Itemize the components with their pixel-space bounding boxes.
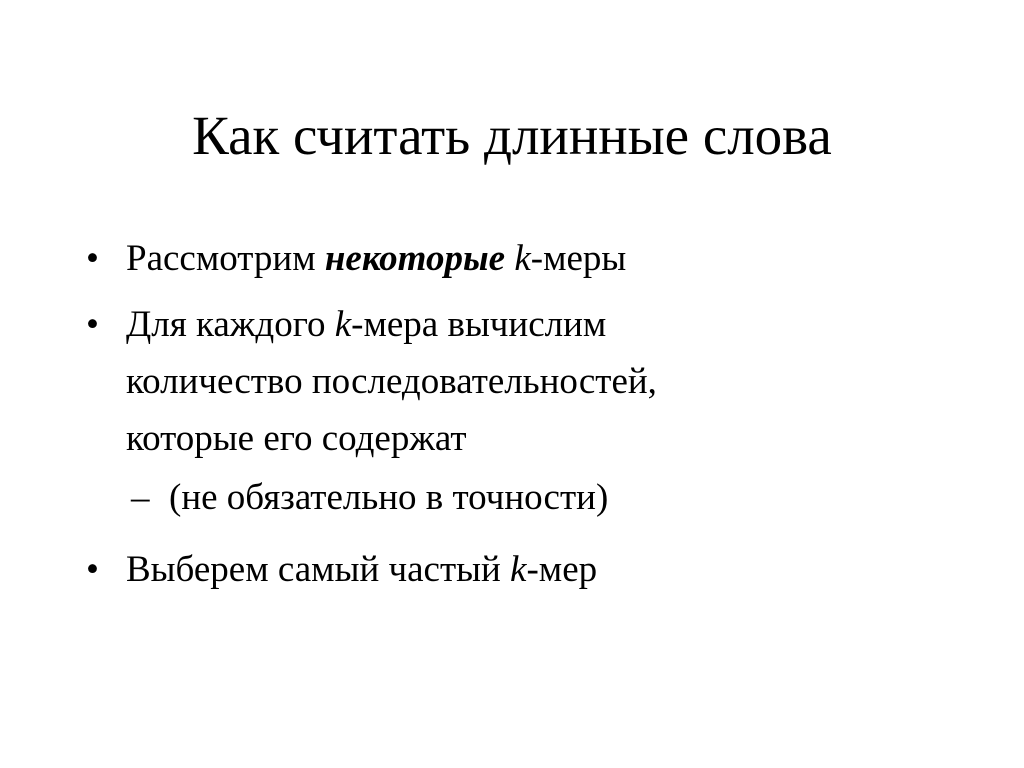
bullet-marker: • xyxy=(86,549,99,590)
bullet-text-suffix: -меры xyxy=(530,238,627,279)
bullet-text xyxy=(126,541,946,598)
bullet-text-suffix: -мер xyxy=(526,549,598,590)
slide-title: Как считать длинные слова xyxy=(192,105,832,166)
k-variable: k xyxy=(510,549,527,590)
bullet-marker: • xyxy=(86,238,99,279)
k-variable: k xyxy=(334,304,352,345)
emphasis-text: некоторые xyxy=(324,238,506,279)
sub-bullet-marker: – xyxy=(131,477,150,518)
space xyxy=(505,238,514,279)
bullet-text xyxy=(126,296,946,467)
bullet-text xyxy=(126,230,946,287)
bullet-text-prefix: Для каждого xyxy=(126,304,335,345)
bullet-marker: • xyxy=(86,304,99,345)
bullet-text-suffix: -мера вычислим xyxy=(351,304,607,345)
bullet-text-prefix: Рассмотрим xyxy=(126,238,325,279)
k-variable: k xyxy=(514,238,531,279)
bullet-text-line2: количество последовательностей, xyxy=(126,361,657,402)
bullet-text-prefix: Выберем самый частый xyxy=(126,549,511,590)
bullet-text-line3: которые его содержат xyxy=(126,418,467,459)
sub-bullet-text: (не обязательно в точности) xyxy=(169,477,609,518)
